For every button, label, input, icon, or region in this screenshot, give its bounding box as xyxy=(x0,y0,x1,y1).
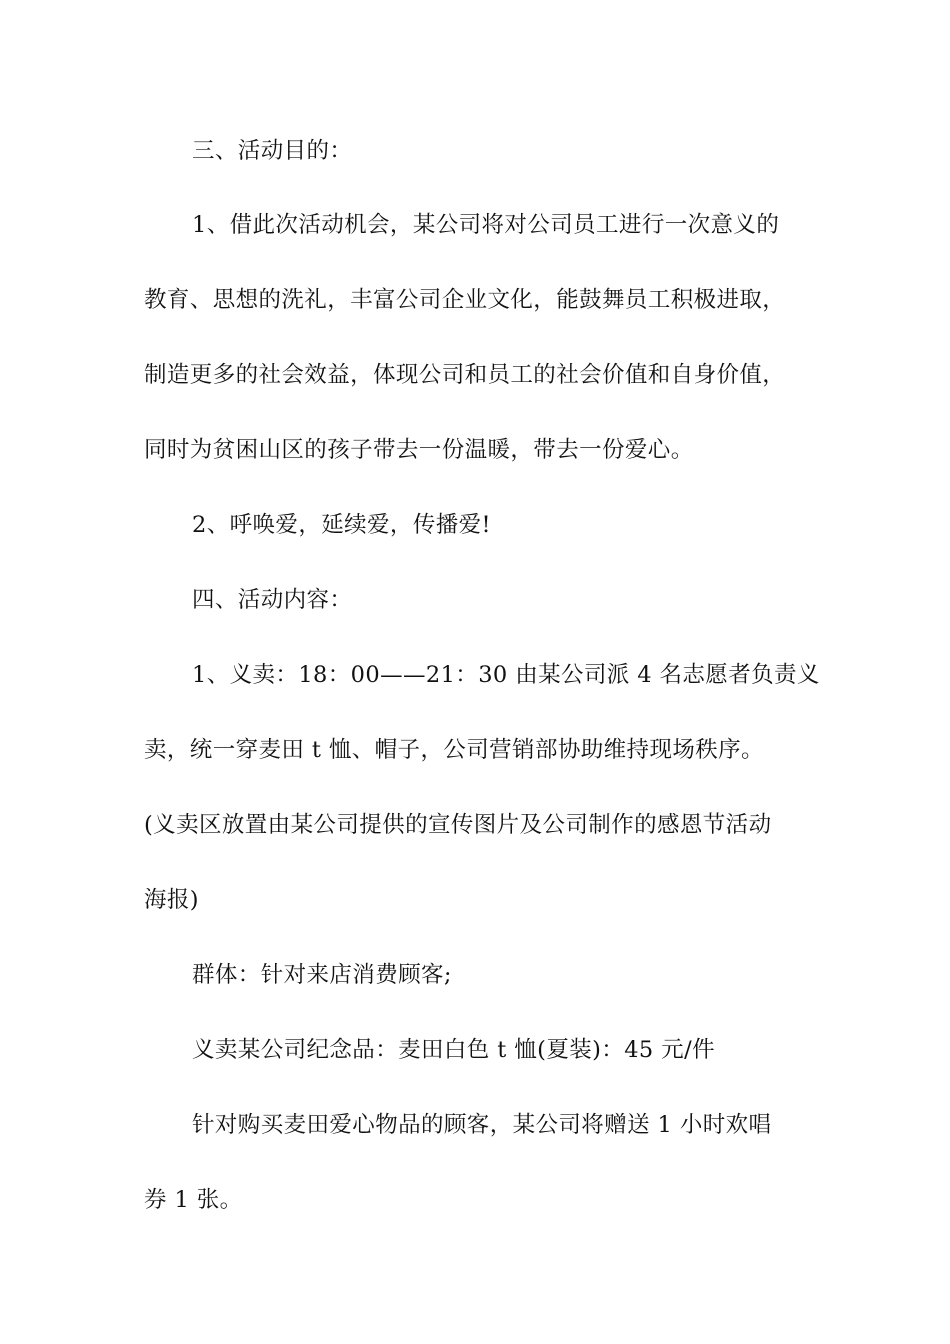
paragraph-line: 义卖某公司纪念品：麦田白色 t 恤(夏装)：45 元/件 xyxy=(192,1037,715,1063)
paragraph-line: 同时为贫困山区的孩子带去一份温暖，带去一份爱心。 xyxy=(144,437,694,463)
paragraph-line: (义卖区放置由某公司提供的宣传图片及公司制作的感恩节活动 xyxy=(144,812,772,838)
paragraph-line: 1、借此次活动机会，某公司将对公司员工进行一次意义的 xyxy=(192,212,780,238)
section-heading-activity-purpose: 三、活动目的： xyxy=(192,138,353,164)
paragraph-line: 海报) xyxy=(144,887,199,913)
paragraph-line: 教育、思想的洗礼，丰富公司企业文化，能鼓舞员工积极进取， xyxy=(144,287,786,313)
paragraph-line: 1、义卖：18：00——21：30 由某公司派 4 名志愿者负责义 xyxy=(192,662,820,688)
paragraph-line: 制造更多的社会效益，体现公司和员工的社会价值和自身价值， xyxy=(144,362,786,388)
paragraph-line: 2、呼唤爱，延续爱，传播爱! xyxy=(192,512,491,538)
paragraph-line: 券 1 张。 xyxy=(144,1187,243,1213)
paragraph-line: 群体：针对来店消费顾客; xyxy=(192,962,452,988)
section-heading-activity-content: 四、活动内容： xyxy=(192,587,353,613)
paragraph-line: 卖，统一穿麦田 t 恤、帽子，公司营销部协助维持现场秩序。 xyxy=(144,737,764,763)
paragraph-line: 针对购买麦田爱心物品的顾客，某公司将赠送 1 小时欢唱 xyxy=(192,1112,772,1138)
